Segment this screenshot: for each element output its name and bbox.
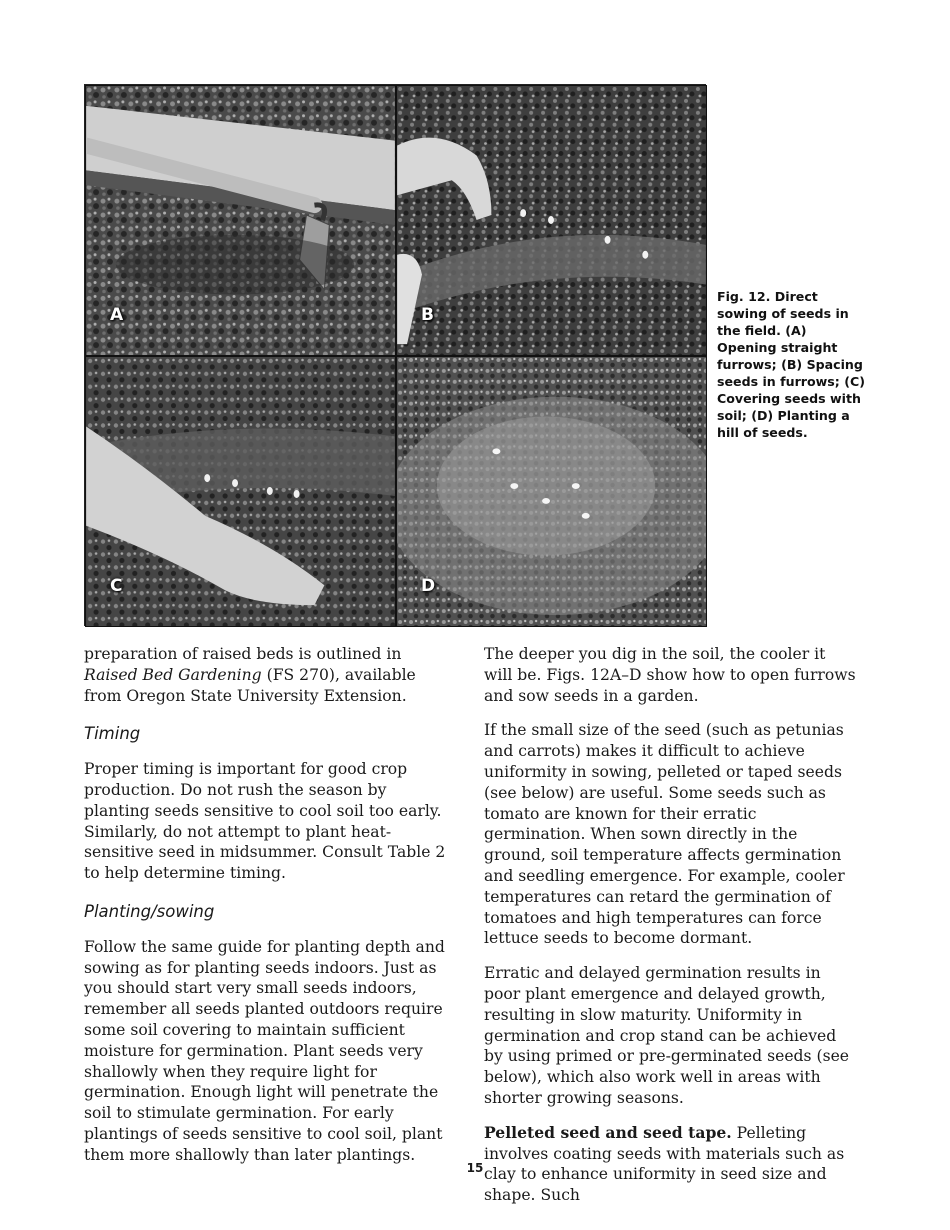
paragraph-soil-depth: The deeper you dig in the soil, the cooler it will be. Figs. 12A–D show how to open furrows and sow seeds in a garden. bbox=[484, 645, 856, 705]
figure-caption: Fig. 12. Direct sowing of seeds in the field. (A) Opening straight furrows; (B) Spacing seeds in furrows; (C) Covering seeds with soil; (D) Planting a hill of seeds. bbox=[717, 289, 865, 440]
paragraph-germination: Erratic and delayed germination results in poor plant emergence and delayed growth, resulting in slow maturity. Uniformity in germination and crop stand can be achieved by using primed or pre-germinated seeds (see below), which also work well in areas with shorter growing seasons. bbox=[484, 964, 850, 1107]
photo-panel-d bbox=[396, 356, 707, 627]
heading-planting-sowing: Planting/sowing bbox=[84, 901, 215, 921]
page-number: 15 bbox=[466, 1161, 484, 1175]
paragraph-planting: Follow the same guide for planting depth and sowing as for planting seeds indoors. Just as you should start very small seeds indoors, remember all seeds planted outdoors require some soil covering to maintain sufficient moisture for germination. Plant seeds very shallowly when they require light for germination. Enough light will penetrate the soil to stimulate germination. For early plantings of seeds sensitive to cool soil, plant them more shallowly than later plantings. bbox=[84, 937, 445, 1164]
paragraph-raised-beds: preparation of raised beds is outlined in Raised Bed Gardening (FS 270), available from Oregon State University Extension. bbox=[84, 645, 416, 705]
paragraph-timing: Proper timing is important for good crop production. Do not rush the season by planting seeds sensitive to cool soil too early. Similarly, do not attempt to plant heat-sensitive seed in midsummer. Consult Table 2 to help determine timing. bbox=[84, 760, 446, 883]
panel-label-b: B bbox=[421, 305, 434, 325]
pelleted-seed-heading: Pelleted seed and seed tape. bbox=[484, 1122, 732, 1142]
photo-a-image bbox=[86, 86, 395, 355]
right-column bbox=[484, 644, 856, 1220]
photo-c-image bbox=[86, 357, 395, 626]
panel-label-a: A bbox=[110, 305, 124, 325]
paragraph-seed-size: If the small size of the seed (such as petunias and carrots) makes it difficult to achieve uniformity in sowing, pelleted or taped seeds (see below) are useful. Some seeds such as tomato are known for their erratic germination. When sown directly in the ground, soil temperature affects germination and seedling emergence. For example, cooler temperatures can retard the germination of tomatoes and high temperatures can force lettuce seeds to become dormant. bbox=[484, 721, 845, 948]
photo-panel-a bbox=[85, 85, 396, 356]
publication-title: Raised Bed Gardening bbox=[84, 665, 262, 684]
photo-panel-b bbox=[396, 85, 707, 356]
photo-panel-c bbox=[85, 356, 396, 627]
panel-label-d: D bbox=[421, 576, 436, 596]
left-column bbox=[84, 644, 456, 1180]
paragraph-pelleted-seed: Pelleted seed and seed tape. Pelleting involves coating seeds with materials such as clay to enhance uniformity in seed size and shape. Such bbox=[484, 1122, 845, 1205]
photo-d-image bbox=[397, 357, 706, 626]
panel-label-c: C bbox=[110, 576, 123, 596]
figure-photo-grid bbox=[84, 84, 706, 626]
photo-b-image bbox=[397, 86, 706, 355]
heading-timing: Timing bbox=[84, 724, 141, 744]
